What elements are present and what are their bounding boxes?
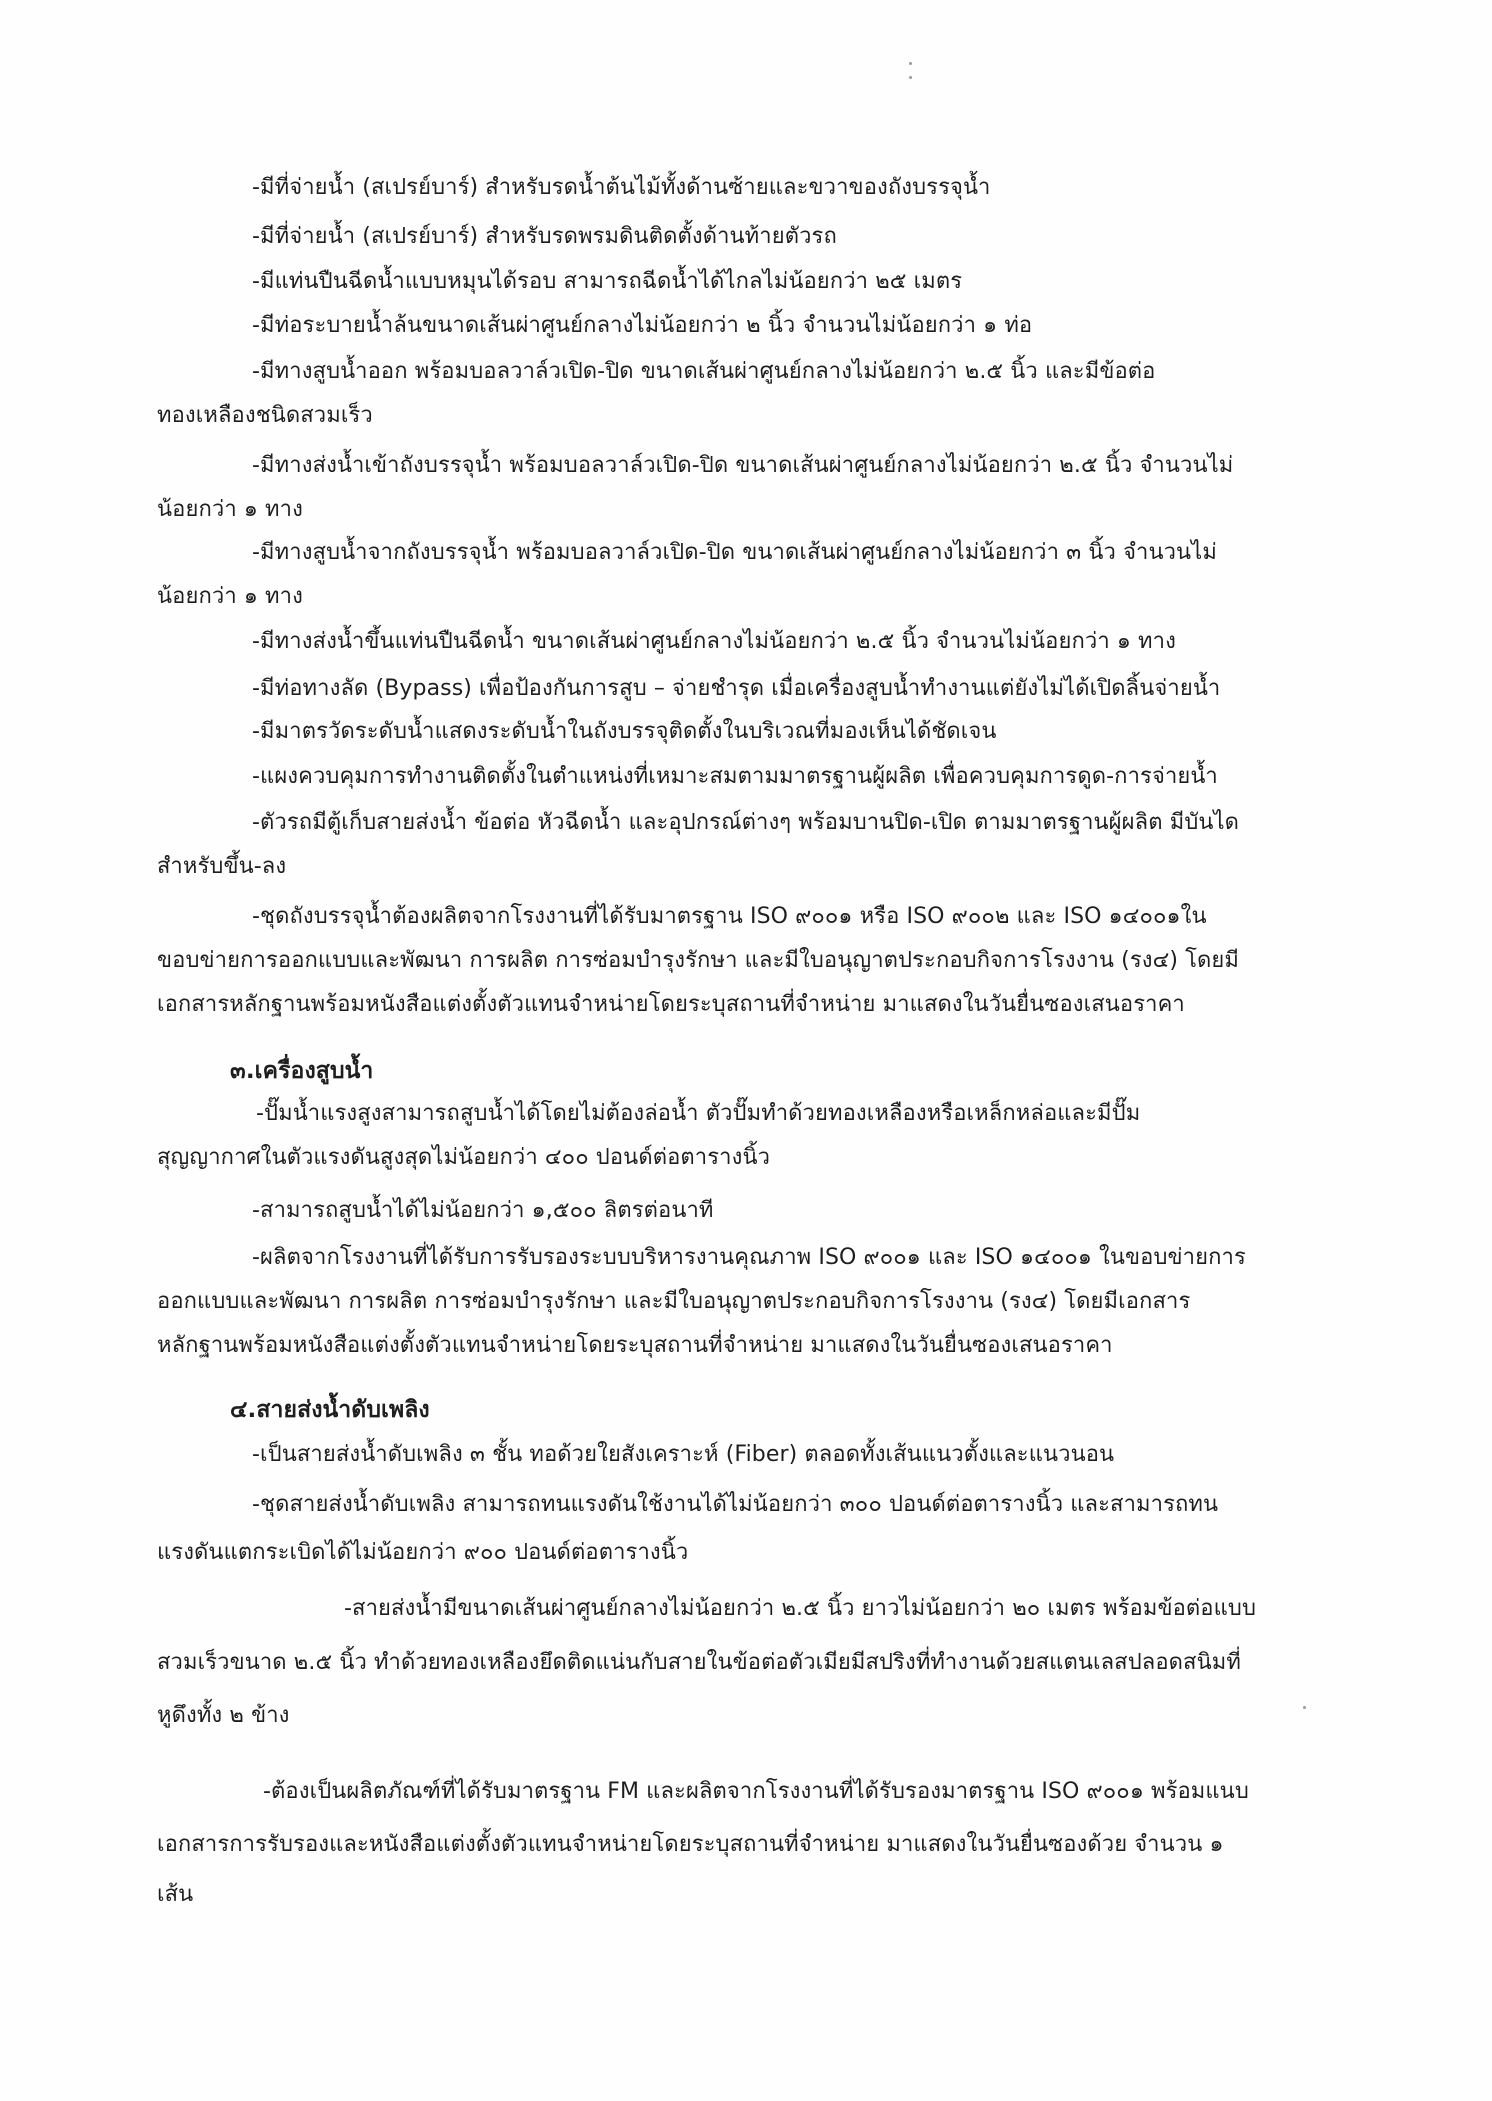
tank-iso-item: -ชุดถังบรรจุน้ำต้องผลิตจากโรงงานที่ได้รับมาตรฐาน ISO ๙๐๐๑ หรือ ISO ๙๐๐๒ และ ISO ๑๔๐๐๑ใน — [252, 904, 1207, 929]
outlet-valve-item-cont: ทองเหลืองชนิดสวมเร็ว — [157, 403, 373, 428]
pump-spec-item: -ปั๊มน้ำแรงสูงสามารถสูบน้ำได้โดยไม่ต้องล่อน้ำ ตัวปั๊มทำด้วยทองเหลืองหรือเหล็กหล่อและมีปั๊ม — [256, 1101, 1141, 1126]
hose-diameter-item: -สายส่งน้ำมีขนาดเส้นผ่าศูนย์กลางไม่น้อยกว่า ๒.๕ นิ้ว ยาวไม่น้อยกว่า ๒๐ เมตร พร้อมข้อต่อแบบ — [344, 1596, 1257, 1621]
level-gauge-item: -มีมาตรวัดระดับน้ำแสดงระดับน้ำในถังบรรจุติดตั้งในบริเวณที่มองเห็นได้ชัดเจน — [252, 719, 997, 744]
tank-iso-item-cont: ขอบข่ายการออกแบบและพัฒนา การผลิต การซ่อมบำรุงรักษา และมีใบอนุญาตประกอบกิจการโรงงาน (รง๔) โดยมี — [157, 948, 1240, 973]
spray-bar-rear-item: -มีที่จ่ายน้ำ (สเปรย์บาร์) สำหรับรดพรมดินติดตั้งด้านท้ายตัวรถ — [252, 224, 837, 249]
pump-iso-item-cont: ออกแบบและพัฒนา การผลิต การซ่อมบำรุงรักษา และมีใบอนุญาตประกอบกิจการโรงงาน (รง๔) โดยมีเอกสาร — [157, 1289, 1191, 1314]
tank-iso-item-cont: เอกสารหลักฐานพร้อมหนังสือแต่งตั้งตัวแทนจำหน่ายโดยระบุสถานที่จำหน่าย มาแสดงในวันยื่นซองเสนอราคา — [157, 992, 1185, 1017]
cannon-supply-item: -มีทางส่งน้ำขึ้นแท่นปืนฉีดน้ำ ขนาดเส้นผ่าศูนย์กลางไม่น้อยกว่า ๒.๕ นิ้ว จำนวนไม่น้อยกว่า ๑ ทาง — [252, 629, 1176, 654]
control-panel-item: -แผงควบคุมการทำงานติดตั้งในตำแหน่งที่เหมาะสมตามมาตรฐานผู้ผลิต เพื่อควบคุมการดูด-การจ่ายน้ำ — [252, 764, 1218, 789]
spray-bar-trees-item: -มีที่จ่ายน้ำ (สเปรย์บาร์) สำหรับรดน้ำต้นไม้ทั้งด้านซ้ายและขวาของถังบรรจุน้ำ — [252, 175, 991, 200]
pump-iso-item: -ผลิตจากโรงงานที่ได้รับการรับรองระบบบริหารงานคุณภาพ ISO ๙๐๐๑ และ ISO ๑๔๐๐๑ ในขอบข่ายการ — [252, 1245, 1246, 1270]
pump-spec-item-cont: สุญญากาศในตัวแรงดันสูงสุดไม่น้อยกว่า ๔๐๐ ปอนด์ต่อตารางนิ้ว — [157, 1145, 771, 1170]
bypass-item: -มีท่อทางลัด (Bypass) เพื่อป้องกันการสูบ – จ่ายชำรุด เมื่อเครื่องสูบน้ำทำงานแต่ยังไม่ได้เปิดลิ้นจ่ายน้ำ — [252, 676, 1221, 701]
overflow-pipe-item: -มีท่อระบายน้ำล้นขนาดเส้นผ่าศูนย์กลางไม่น้อยกว่า ๒ นิ้ว จำนวนไม่น้อยกว่า ๑ ท่อ — [252, 313, 1033, 338]
hose-diameter-item-cont: สวมเร็วขนาด ๒.๕ นิ้ว ทำด้วยทองเหลืองยึดติดแน่นกับสายในข้อต่อตัวเมียมีสปริงที่ทำงานด้วยสแตนเลสปลอดสนิมที่ — [157, 1650, 1241, 1675]
outlet-valve-item: -มีทางสูบน้ำออก พร้อมบอลวาล์วเปิด-ปิด ขนาดเส้นผ่าศูนย์กลางไม่น้อยกว่า ๒.๕ นิ้ว และมีข้อต่อ — [252, 359, 1156, 384]
pump-iso-item-cont: หลักฐานพร้อมหนังสือแต่งตั้งตัวแทนจำหน่ายโดยระบุสถานที่จำหน่าย มาแสดงในวันยื่นซองเสนอราคา — [157, 1333, 1113, 1358]
inlet-valve-item: -มีทางส่งน้ำเข้าถังบรรจุน้ำ พร้อมบอลวาล์วเปิด-ปิด ขนาดเส้นผ่าศูนย์กลางไม่น้อยกว่า ๒.๕ นิ้ว จำนวนไม่ — [252, 453, 1234, 478]
hose-fm-item: -ต้องเป็นผลิตภัณฑ์ที่ได้รับมาตรฐาน FM และผลิตจากโรงงานที่ได้รับรองมาตรฐาน ISO ๙๐๐๑ พร้อมแนบ — [263, 1779, 1249, 1804]
hose-fm-item-cont: เอกสารการรับรองและหนังสือแต่งตั้งตัวแทนจำหน่ายโดยระบุสถานที่จำหน่าย มาแสดงในวันยื่นซองด้วย จำนวน ๑ — [157, 1832, 1224, 1857]
storage-cabinet-item: -ตัวรถมีตู้เก็บสายส่งน้ำ ข้อต่อ หัวฉีดน้ำ และอุปกรณ์ต่างๆ พร้อมบานปิด-เปิด ตามมาตรฐานผู้ผลิต มีบันได — [252, 810, 1240, 835]
hose-diameter-item-cont: หูดึงทั้ง ๒ ข้าง — [157, 1703, 290, 1728]
pump-capacity-item: -สามารถสูบน้ำได้ไม่น้อยกว่า ๑,๕๐๐ ลิตรต่อนาที — [252, 1198, 714, 1223]
scan-speck — [909, 76, 912, 79]
storage-cabinet-item-cont: สำหรับขึ้น-ลง — [157, 854, 287, 879]
scan-speck — [1303, 1706, 1306, 1709]
hose-layers-item: -เป็นสายส่งน้ำดับเพลิง ๓ ชั้น ทอด้วยใยสังเคราะห์ (Fiber) ตลอดทั้งเส้นแนวตั้งและแนวนอน — [252, 1442, 1115, 1467]
hose-fm-item-cont: เส้น — [157, 1882, 194, 1907]
tank-suction-item-cont: น้อยกว่า ๑ ทาง — [157, 584, 303, 609]
hose-pressure-item: -ชุดสายส่งน้ำดับเพลิง สามารถทนแรงดันใช้งานได้ไม่น้อยกว่า ๓๐๐ ปอนด์ต่อตารางนิ้ว และสามารถทน — [252, 1492, 1219, 1517]
section3-heading: ๓.เครื่องสูบน้ำ — [230, 1058, 374, 1084]
water-cannon-item: -มีแท่นปืนฉีดน้ำแบบหมุนได้รอบ สามารถฉีดน้ำได้ไกลไม่น้อยกว่า ๒๕ เมตร — [252, 269, 963, 294]
section4-heading: ๔.สายส่งน้ำดับเพลิง — [230, 1397, 430, 1423]
scan-speck — [909, 62, 912, 65]
hose-pressure-item-cont: แรงดันแตกระเบิดได้ไม่น้อยกว่า ๙๐๐ ปอนด์ต่อตารางนิ้ว — [157, 1540, 689, 1565]
tank-suction-item: -มีทางสูบน้ำจากถังบรรจุน้ำ พร้อมบอลวาล์วเปิด-ปิด ขนาดเส้นผ่าศูนย์กลางไม่น้อยกว่า ๓ นิ้ว จำนวนไม่ — [252, 540, 1217, 565]
inlet-valve-item-cont: น้อยกว่า ๑ ทาง — [157, 497, 303, 522]
